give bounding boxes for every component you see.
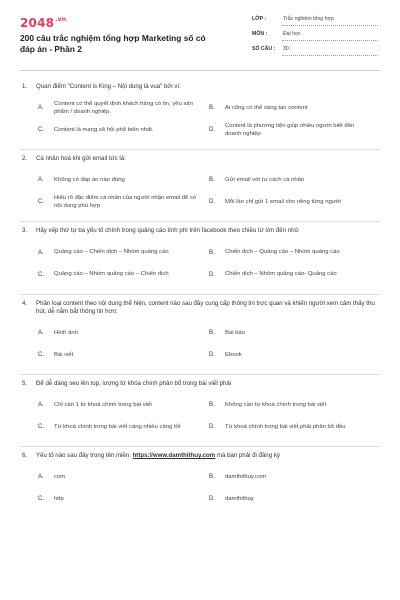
option-d[interactable]	[209, 489, 380, 509]
option-letter: B.	[209, 177, 215, 184]
question-number: 6.	[22, 452, 28, 460]
option-a[interactable]	[38, 467, 209, 487]
question-text-before: Yếu tố nào sau đây trong tên miền:	[36, 452, 133, 460]
meta-row-class	[252, 13, 378, 28]
option-text: Không có đáp án nào đúng	[54, 177, 125, 184]
logo-suffix: .vn	[55, 16, 67, 23]
question-number: 3.	[22, 227, 28, 235]
option-letter: A.	[38, 402, 44, 409]
option-text: Mỗi lần chỉ gửi 1 email cho riêng từng người	[225, 199, 341, 206]
option-letter: B.	[209, 474, 215, 481]
meta-label: SỐ CÂU :	[252, 46, 276, 52]
option-text: Content có thể quyết định khách hàng có tin, yêu sản phẩm / doanh nghiệp.	[54, 100, 193, 116]
question-text: Để dễ dàng seo lên top, lượng từ khóa chính phân bổ trong bài viết phải	[36, 380, 232, 388]
option-d[interactable]	[209, 265, 380, 285]
option-c[interactable]	[38, 120, 209, 140]
option-letter: D.	[209, 496, 215, 503]
option-text: damthithuy.com	[225, 474, 267, 481]
option-text: Không cần từ khoá chính trong bài viết	[225, 401, 327, 408]
question-number: 4.	[22, 299, 28, 307]
option-letter: A.	[38, 249, 44, 256]
option-a[interactable]	[38, 323, 209, 343]
option-letter: A.	[38, 105, 44, 112]
option-text: Bài báo	[225, 329, 245, 336]
option-text: Từ khoá chính trong bài viết càng nhiều càng tốt	[54, 423, 181, 430]
option-b[interactable]	[209, 323, 380, 343]
option-text: Quảng cáo – Nhóm quảng cáo – Chiến dịch	[54, 271, 169, 278]
option-c[interactable]	[38, 345, 209, 365]
option-d[interactable]	[209, 120, 380, 140]
option-a[interactable]	[38, 395, 209, 415]
question-1	[20, 78, 380, 150]
option-a[interactable]	[38, 98, 209, 118]
option-b[interactable]	[209, 98, 380, 118]
question-5	[20, 375, 380, 447]
option-text: Chiến dịch – Nhóm quảng cáo- Quảng cáo	[225, 271, 337, 278]
option-letter: D.	[209, 199, 215, 206]
document-title: 200 câu trắc nghiệm tổng hợp Marketing số có đáp án - Phần 2	[20, 33, 206, 54]
question-number: 2.	[22, 155, 28, 163]
meta-value: Trắc nghiệm tổng hợp	[282, 16, 378, 26]
document-meta	[252, 13, 378, 58]
option-letter: D.	[209, 424, 215, 431]
option-text: Chiến dịch – Quảng cáo – Nhóm quảng cáo	[225, 249, 340, 256]
question-number: 1.	[22, 83, 28, 90]
option-b[interactable]	[209, 243, 380, 263]
question-text: Cá nhân hoá khi gửi email tức là:	[36, 155, 126, 163]
question-text	[36, 452, 380, 460]
option-letter: D.	[209, 352, 215, 359]
option-letter: C.	[38, 199, 44, 206]
option-letter: C.	[38, 271, 44, 278]
option-text: damthithuy	[225, 496, 254, 503]
question-text: Quan điểm "Content is King – Nội dung là vua" bởi vì:	[36, 83, 181, 90]
option-b[interactable]	[209, 467, 380, 487]
option-c[interactable]	[38, 489, 209, 509]
question-2	[20, 150, 380, 222]
option-letter: C.	[38, 352, 44, 359]
meta-value: Đại học	[282, 31, 378, 41]
question-list	[20, 78, 380, 518]
option-letter: B.	[209, 249, 215, 256]
option-text: Quảng cáo – Chiến dịch – Nhóm quảng cáo	[54, 249, 169, 256]
option-letter: D.	[209, 271, 215, 278]
option-letter: A.	[38, 474, 44, 481]
option-text: Content là phương tiện giúp nhiều người biết đến doanh nghiệp	[225, 122, 355, 138]
option-d[interactable]	[209, 417, 380, 437]
option-text: Chỉ cần 1 từ khoá chính trong bài viết	[54, 401, 152, 408]
question-4	[20, 295, 380, 375]
option-text: com	[54, 474, 66, 481]
option-text: Content là mạng xã hội phổ biến nhất.	[54, 126, 154, 133]
option-text: Gửi email với tư cách cá nhân	[225, 177, 305, 184]
option-text: Bài viết	[54, 351, 74, 358]
option-letter: D.	[209, 127, 215, 134]
option-letter: B.	[209, 330, 215, 337]
option-text: Ebook	[225, 351, 242, 358]
option-letter: B.	[209, 105, 215, 112]
meta-label: MÔN :	[252, 31, 268, 37]
meta-row-subject	[252, 28, 378, 43]
option-a[interactable]	[38, 170, 209, 190]
domain-link[interactable]: https://www.damthithuy.com	[132, 452, 216, 460]
question-6	[20, 447, 380, 518]
option-text: Từ khoá chính trong bài viết phải phân bổ đều	[225, 423, 346, 430]
option-text: Ai cũng có thể sáng tạo content	[225, 104, 308, 111]
option-c[interactable]	[38, 192, 209, 212]
option-letter: C.	[38, 127, 44, 134]
option-d[interactable]	[209, 345, 380, 365]
meta-row-count	[252, 43, 378, 58]
option-d[interactable]	[209, 192, 380, 212]
meta-label: LỚP :	[252, 16, 267, 22]
site-logo[interactable]	[20, 16, 66, 30]
question-3	[20, 222, 380, 294]
meta-value: 30	[282, 46, 378, 56]
question-text: Phân loại content theo nội dung thể hiện, content nào sau đây cung cấp thông tin trực quan và khiến người xem cảm thấy thu hút, dễ nắm bắt thông tin hơn:	[36, 299, 375, 315]
option-c[interactable]	[38, 417, 209, 437]
header-divider	[20, 70, 380, 71]
logo-main: 2048	[20, 16, 55, 30]
option-text: Hiểu rõ đặc điểm cá nhân của người nhận email để có nội dung phù hợp	[54, 194, 197, 210]
option-b[interactable]	[209, 170, 380, 190]
question-text: Hãy xếp thứ tự ba yếu tố chính trong quảng cáo tính phí trên facebook theo chiều từ lớn đến nhỏ:	[36, 227, 300, 235]
document-header	[0, 0, 400, 68]
option-text: http	[54, 496, 64, 503]
option-letter: C.	[38, 496, 44, 503]
option-letter: A.	[38, 330, 44, 337]
question-number: 5.	[22, 380, 28, 388]
option-text: Hình ảnh	[54, 329, 78, 336]
option-letter: A.	[38, 177, 44, 184]
option-b[interactable]	[209, 395, 380, 415]
option-c[interactable]	[38, 265, 209, 285]
option-letter: C.	[38, 424, 44, 431]
option-letter: B.	[209, 402, 215, 409]
question-text-after: mà bạn phải đi đăng ký	[215, 452, 280, 460]
option-a[interactable]	[38, 243, 209, 263]
